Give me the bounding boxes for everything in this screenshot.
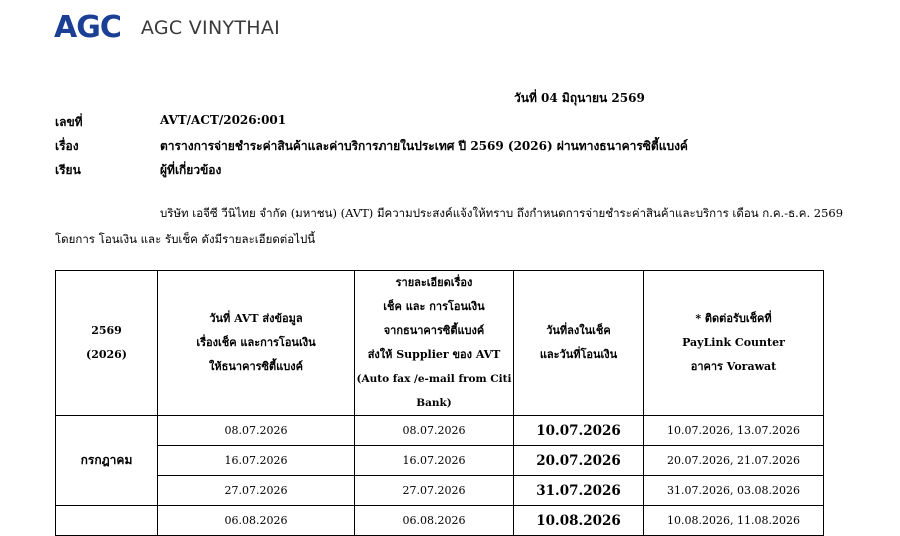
table-row	[56, 416, 824, 446]
header-cheque-transfer-date	[514, 271, 644, 416]
header-avt-send-date	[158, 271, 355, 416]
cheque-transfer-date-cell: 10.08.2026	[514, 506, 644, 536]
header-line: ให้ธนาคารซิตี้แบงค์	[209, 360, 303, 373]
header-line: เช็ค และ การโอนเงิน	[383, 300, 485, 313]
avt-send-date-cell: 16.07.2026	[158, 446, 355, 476]
month-cell: กรกฎาคม	[56, 416, 158, 506]
header-line: (2026)	[85, 348, 128, 361]
table-row	[56, 446, 824, 476]
cheque-transfer-date-cell: 20.07.2026	[514, 446, 644, 476]
avt-send-date-cell: 27.07.2026	[158, 476, 355, 506]
table-row	[56, 506, 824, 536]
detail-date-cell: 06.08.2026	[355, 506, 514, 536]
cheque-transfer-date-cell: 31.07.2026	[514, 476, 644, 506]
contact-dates-cell: 31.07.2026, 03.08.2026	[644, 476, 824, 506]
avt-send-date-cell: 08.07.2026	[158, 416, 355, 446]
header-line: จากธนาคารซิตี้แบงค์	[383, 324, 485, 337]
reference-label: เลขที่	[55, 115, 83, 129]
contact-dates-cell: 20.07.2026, 21.07.2026	[644, 446, 824, 476]
logo-company-name: AGC VINYTHAI	[140, 16, 281, 39]
detail-date-cell: 16.07.2026	[355, 446, 514, 476]
header-line: ส่งให้ Supplier ของ AVT	[367, 348, 501, 361]
month-cell	[56, 506, 158, 536]
table-row	[56, 476, 824, 506]
cheque-transfer-date-cell: 10.07.2026	[514, 416, 644, 446]
header-line: PayLink Counter	[682, 336, 785, 349]
header-line: เรื่องเช็ค และการโอนเงิน	[196, 336, 316, 349]
header-line: * ติดต่อรับเช็คที่	[695, 312, 772, 325]
payment-schedule-table	[55, 270, 824, 536]
header-detail	[355, 271, 514, 416]
header-line: 2569	[91, 324, 122, 337]
header-contact	[644, 271, 824, 416]
subject-value: ตารางการจ่ายชำระค่าสินค้าและค่าบริการภายในประเทศ ปี 2569 (2026) ผ่านทางธนาคารซิตี้แบงค์	[160, 139, 688, 153]
header-line: (Auto fax /e-mail from Citi Bank)	[356, 373, 512, 409]
header-line: อาคาร Vorawat	[690, 360, 777, 373]
recipient-value: ผู้ที่เกี่ยวข้อง	[160, 163, 222, 177]
detail-date-cell: 08.07.2026	[355, 416, 514, 446]
header-year	[56, 271, 158, 416]
recipient-label: เรียน	[55, 163, 81, 177]
subject-label: เรื่อง	[55, 139, 79, 153]
body-paragraph-line2: โดยการ โอนเงิน และ รับเช็ค ดังมีรายละเอียดต่อไปนี้	[55, 232, 316, 246]
avt-send-date-cell: 06.08.2026	[158, 506, 355, 536]
document-date: วันที่ 04 มิถุนายน 2569	[514, 91, 645, 105]
header-line: รายละเอียดเรื่อง	[395, 276, 473, 289]
header-line: วันที่ลงในเช็ค	[546, 324, 611, 337]
contact-dates-cell: 10.07.2026, 13.07.2026	[644, 416, 824, 446]
body-paragraph-line1: บริษัท เอจีซี วีนิไทย จำกัด (มหาชน) (AVT) มีความประสงค์แจ้งให้ทราบ ถึงกำหนดการจ่ายชำระค่าสินค้าและบริการ เดือน ก.ค.-ธ.ค. 2569	[160, 206, 844, 220]
company-logo	[54, 10, 280, 45]
header-line: และวันที่โอนเงิน	[539, 348, 618, 361]
header-line: วันที่ AVT ส่งข้อมูล	[209, 312, 303, 325]
logo-mark: AGC	[54, 10, 121, 45]
reference-value: AVT/ACT/2026:001	[160, 113, 287, 127]
table-header-row	[56, 271, 824, 416]
detail-date-cell: 27.07.2026	[355, 476, 514, 506]
contact-dates-cell: 10.08.2026, 11.08.2026	[644, 506, 824, 536]
